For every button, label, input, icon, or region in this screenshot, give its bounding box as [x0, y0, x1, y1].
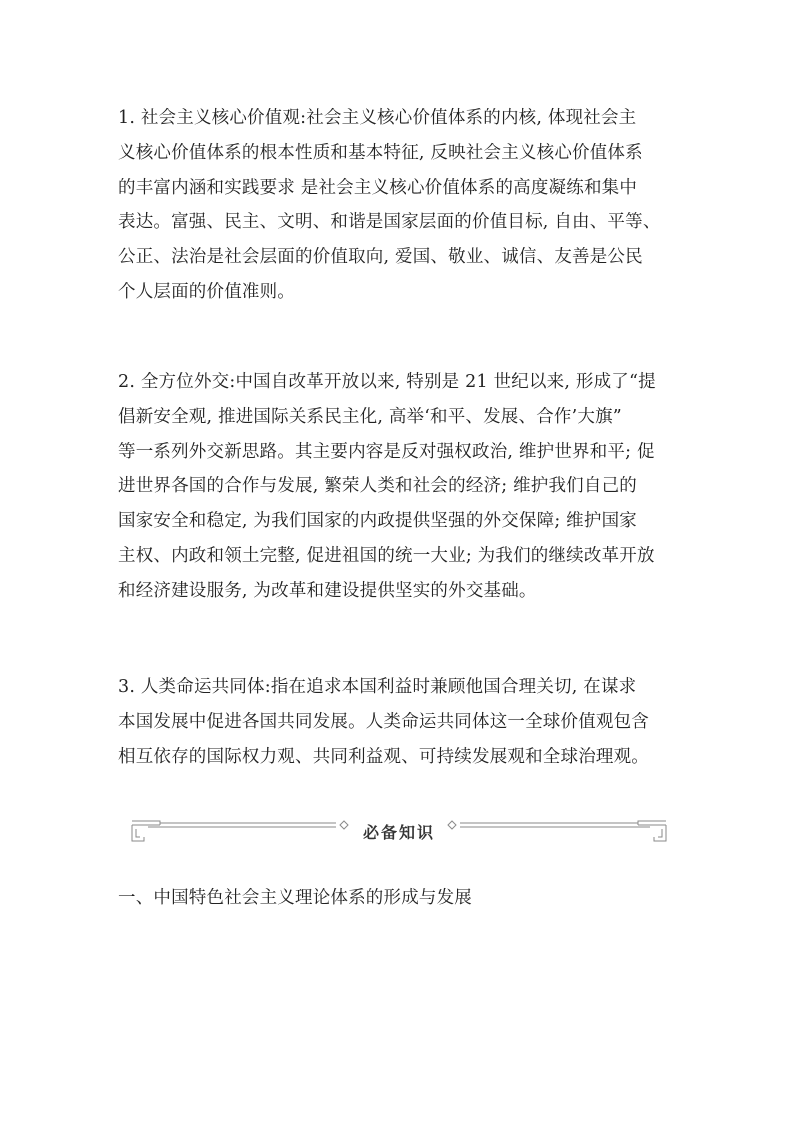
section-heading: 一、中国特色社会主义理论体系的形成与发展: [118, 888, 472, 908]
paragraph-line: 进世界各国的合作与发展, 繁荣人类和社会的经济; 维护我们自己的: [118, 476, 637, 497]
divider-title: 必备知识: [362, 823, 435, 842]
paragraph-line: 1. 社会主义核心价值观:社会主义核心价值体系的内核, 体现社会主: [118, 108, 637, 128]
paragraph-omni-diplomacy: [118, 365, 690, 609]
paragraph-core-values: [118, 101, 690, 310]
paragraph-line: 倡新安全观, 推进国际关系民主化, 高举‘和平、发展、合作’大旗”: [118, 406, 622, 427]
paragraph-line: 个人层面的价值准则。: [118, 281, 295, 302]
paragraph-line: 3. 人类命运共同体:指在追求本国利益时兼顾他国合理关切, 在谋求: [118, 677, 637, 697]
paragraph-line: 和经济建设服务, 为改革和建设提供坚实的外交基础。: [118, 580, 537, 601]
paragraph-line: 义核心价值体系的根本性质和基本特征, 反映社会主义核心价值体系: [118, 142, 643, 163]
paragraph-shared-future: [118, 670, 690, 774]
paragraph-line: 等一系列外交新思路。其主要内容是反对强权政治, 维护世界和平; 促: [118, 441, 655, 462]
paragraph-line: 2. 全方位外交:中国自改革开放以来, 特别是 21 世纪以来, 形成了“提: [118, 372, 656, 392]
paragraph-line: 表达。富强、民主、文明、和谐是国家层面的价值目标, 自由、平等、: [118, 212, 661, 233]
paragraph-line: 主权、内政和领土完整, 促进祖国的统一大业; 为我们的继续改革开放: [118, 545, 655, 566]
paragraph-line: 公正、法治是社会层面的价值取向, 爱国、敬业、诚信、友善是公民: [118, 247, 643, 268]
paragraph-line: 相互依存的国际权力观、共同利益观、可持续发展观和全球治理观。: [118, 746, 649, 767]
section-divider: [130, 816, 668, 848]
paragraph-line: 国家安全和稳定, 为我们国家的内政提供坚强的外交保障; 维护国家: [118, 511, 637, 532]
paragraph-line: 本国发展中促进各国共同发展。人类命运共同体这一全球价值观包含: [118, 711, 649, 732]
paragraph-line: 的丰富内涵和实践要求 是社会主义核心价值体系的高度凝练和集中: [118, 177, 638, 198]
